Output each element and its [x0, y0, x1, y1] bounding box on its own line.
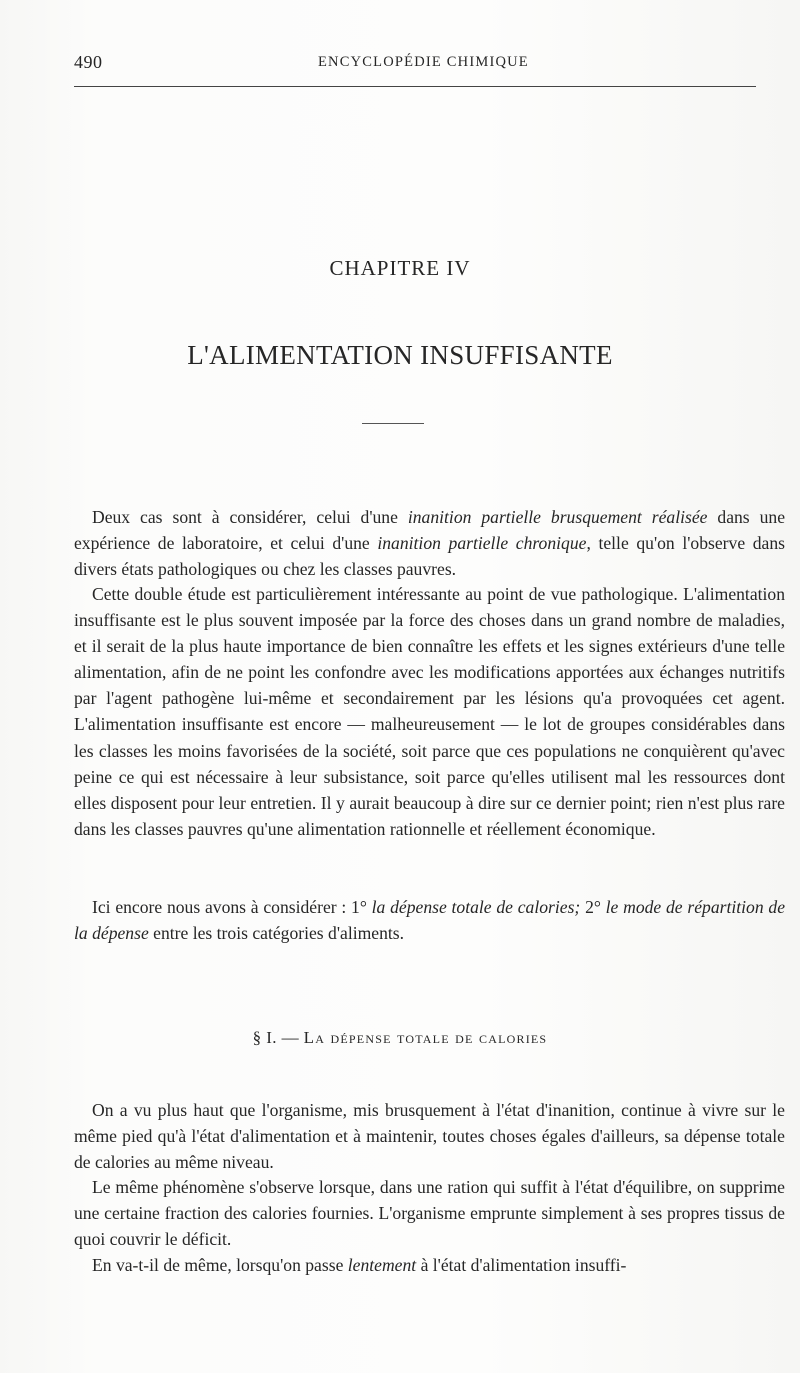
paragraph-3: [74, 894, 785, 946]
section-title: La dépense totale de calories: [303, 1028, 548, 1047]
paragraph-6-text-a: En va-t-il de même, lorsqu'on passe: [92, 1255, 348, 1275]
header-rule: [74, 86, 756, 87]
paragraph-5: Le même phénomène s'observe lorsque, dans une ration qui suffit à l'état d'équilibre, on supprime une certaine fraction des calories fournies. L'organisme emprunte simplement à ses propres tissus de quoi couvrir le déficit.: [74, 1177, 785, 1250]
chapter-title: L'ALIMENTATION INSUFFISANTE: [187, 340, 613, 370]
paragraph-3-text-c: 2°: [580, 897, 606, 917]
paragraph-1-text-c: dans une expérience de laboratoire, et celui d'une: [74, 507, 785, 554]
paragraph-3-italic-d: le mode de répartition de la dépense: [74, 897, 785, 944]
paragraph-3-text-a: Ici encore nous avons à considérer : 1°: [92, 897, 372, 917]
paragraph-1-italic-d: inanition partielle chronique: [377, 533, 587, 554]
paragraph-1-text-e: , telle qu'on l'observe dans divers états pathologiques ou chez les classes pauvres.: [74, 533, 785, 580]
running-head: ENCYCLOPÉDIE CHIMIQUE: [318, 54, 529, 70]
paragraph-6-italic-b: lentement: [347, 1255, 417, 1275]
page-number: 490: [74, 52, 103, 72]
chapter-number: CHAPITRE IV: [329, 256, 471, 280]
paragraph-6: [74, 1252, 785, 1278]
section-prefix: § I. —: [252, 1028, 304, 1047]
paragraph-1-text-a: Deux cas sont à considérer, celui d'une: [92, 507, 408, 527]
page-header: [74, 52, 788, 76]
section-heading: [0, 1028, 800, 1048]
paragraph-1: [74, 504, 785, 582]
paragraph-3-italic-b: la dépense totale de calories;: [371, 897, 581, 917]
paragraph-1-italic-b: inanition partielle brusquement réalisée: [407, 507, 708, 527]
paragraph-3-text-e: entre les trois catégories d'aliments.: [148, 923, 405, 944]
paragraph-6-text-c: à l'état d'alimentation insuffi-: [416, 1255, 627, 1275]
paragraph-4: On a vu plus haut que l'organisme, mis brusquement à l'état d'inanition, continue à vivre sur le même pied qu'à l'état d'alimentation et à maintenir, toutes choses égales d'ailleurs, sa dépense totale de calories au même niveau.: [74, 1100, 785, 1173]
paragraph-2: Cette double étude est particulièrement intéressante au point de vue pathologique. L'alimentation insuffisante est le plus souvent imposée par la force des choses dans un grand nombre de maladies, et il serait de la plus haute importance de bien connaître les effets et les signes extérieurs d'une telle alimentation, afin de ne point les confondre avec les modifications apportées aux échanges nutritifs par l'agent pathogène lui-même et secondairement par les lésions qu'a provoquées cet agent. L'alimentation insuffisante est encore — malheureusement — le lot de groupes considérables dans les classes les moins favorisées de la société, soit parce que ces populations ne conquièrent qu'avec peine ce qui est nécessaire à leur subsistance, soit parce qu'elles utilisent mal les ressources dont elles disposent pour leur entretien. Il y aurait beaucoup à dire sur ce dernier point; rien n'est plus rare dans les classes pauvres qu'une alimentation rationnelle et réellement économique.: [74, 584, 785, 839]
title-rule: [362, 423, 424, 424]
